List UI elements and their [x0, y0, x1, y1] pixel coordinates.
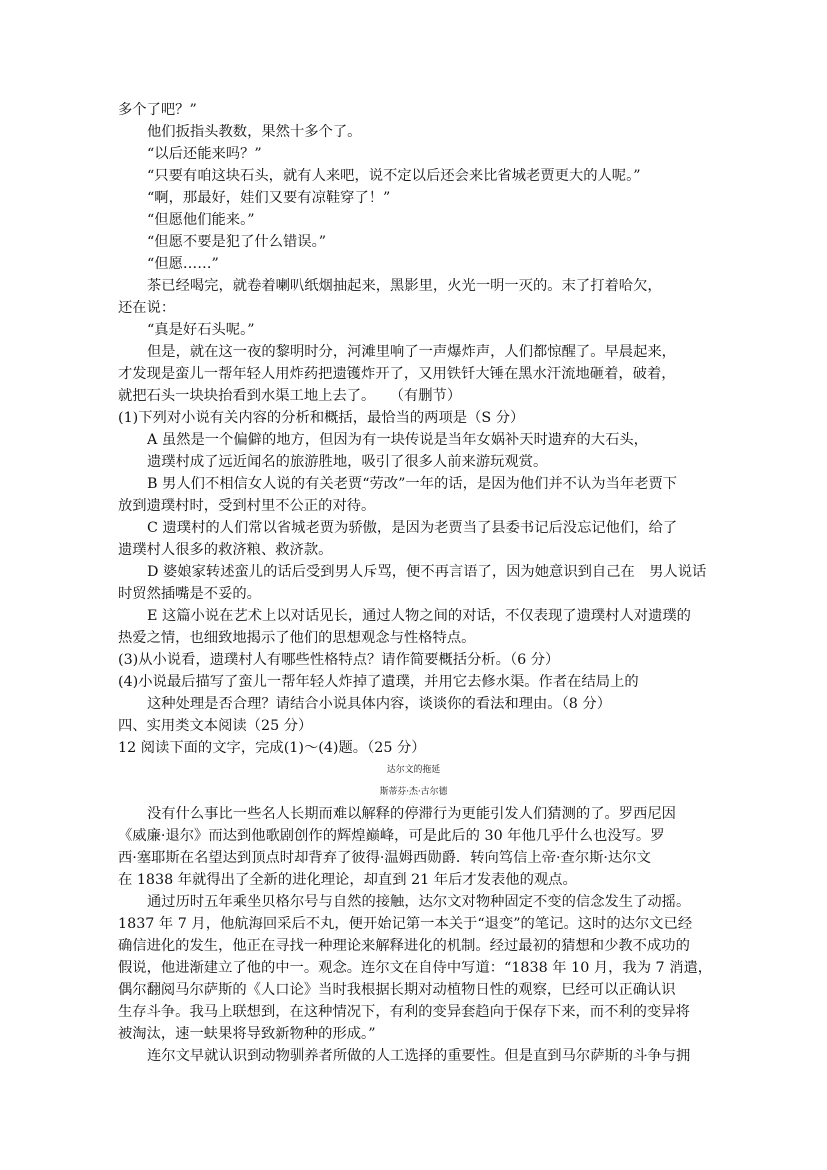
text-line: 通过历时五年乘坐贝格尔号与自然的接触，达尔文对物种固定不变的信念发生了动摇。: [147, 894, 691, 910]
text-line: “只要有咱这块石头，就有人来吧，说不定以后还会来比省城老贾更大的人呢。”: [147, 168, 641, 184]
option-line: 时贸然插嘴是不妥的。: [118, 586, 261, 602]
text-line: “但愿他们能来。”: [147, 212, 255, 228]
text-line: 没有什么事比一些名人长期而难以解释的停滞行为更能引发人们猜测的了。罗西尼因: [147, 806, 676, 822]
question-line: (1)下列对小说有关内容的分析和概括，最恰当的两项是（S 分）: [118, 410, 525, 426]
text-line: “啊，那最好，娃们又要有凉鞋穿了！”: [147, 190, 391, 206]
text-line: 西·塞耶斯在名望达到顶点时却背弃了彼得·温姆西勋爵．转向笃信上帝·查尔斯·达尔文: [118, 850, 651, 866]
article-author: 斯蒂芬·杰·古尔德: [379, 787, 448, 797]
text-line: 确信进化的发生，他正在寻找一种理论来解释进化的机制。经过最初的猜想和少教不成功的: [118, 938, 690, 954]
option-line: B 男人们不相信女人说的有关老贾“劳改”一年的话，是因为他们并不认为当年老贾下: [147, 476, 678, 492]
text-line: 但是，就在这一夜的黎明时分，河滩里响了一声爆炸声，人们都惊醒了。早晨起来，: [147, 344, 676, 360]
text-line: 生存斗争。我马上联想到，在这种情况下，有利的变异套趋向于保存下来，而不利的变异将: [118, 1004, 690, 1020]
text-line: 假说，他进渐建立了他的中一。观念。连尔文在自侍中写道：“1838 年 10 月，我为 7 消遣，: [118, 960, 713, 976]
option-line: 遗璞村人很多的救济粮、救济款。: [118, 542, 333, 558]
text-line: 被淘汰，速一蚨果将导致新物种的形成。”: [118, 1026, 376, 1042]
text-line: 《威廉·退尔》而达到他歌剧创作的辉煌巅峰，可是此后的 30 年他几乎什么也没写。罗: [118, 828, 665, 844]
text-line: “但愿……”: [147, 256, 219, 272]
section-heading: 四、实用类文本阅读（25 分）: [118, 718, 313, 734]
text-line: “但愿不要是犯了什么错误。”: [147, 234, 327, 250]
option-line: E 这篇小说在艺术上以对话见长，通过人物之间的对话，不仅表现了遗璞村人对遗璞的: [147, 608, 691, 624]
text-line: 才发现是蛮儿一帮年轻人用炸药把遗镬炸开了，又用铁钎大锤在黑水汗流地砸着，破着，: [118, 366, 676, 382]
article-title: 达尔文的拖延: [386, 765, 441, 775]
text-line: “真是好石头呢。”: [147, 322, 255, 338]
text-line: 茶已经喝完，就卷着喇叭纸烟抽起来，黑影里，火光一明一灭的。末了打着哈欠，: [147, 278, 662, 294]
text-line: 在 1838 年就得出了全新的进化理论，却直到 21 年后才发表他的观点。: [118, 872, 577, 888]
option-line: 放到遗璞村时，受到村里不公正的对待。: [118, 498, 376, 514]
option-line: 遗璞村成了远近闻名的旅游胜地，吸引了很多人前来游玩观赏。: [147, 454, 548, 470]
question-line: (4)小说最后描写了蛮儿一帮年轻人炸掉了遺璞，并用它去修水渠。作者在结局上的: [118, 674, 639, 690]
text-line: 连尔文早就认识到动物驯养者所做的人工选择的重要性。但是直到马尔萨斯的斗争与拥: [147, 1048, 691, 1064]
option-line: A 虽然是一个偏僻的地方，但因为有一块传说是当年女娲补天时遗弃的大石头，: [147, 432, 648, 448]
text-line: 偶尔翻阅马尔萨斯的《人口论》当时我根据长期对动植物日性的观察，巳经可以正确认识: [118, 982, 676, 998]
question-line: (3)从小说看，遗璞村人有哪些性格特点？请作简要概括分析。（6 分）: [118, 652, 560, 668]
option-line: D 婆娘家转述蛮儿的话后受到男人斥骂，便不再言语了，因为她意识到自己在 男人说话: [147, 564, 707, 580]
question-line: 这种处理是否合理？请结合小说具体内容，谈谈你的看法和理由。（8 分）: [147, 696, 611, 712]
text-line: 1837 年 7 月，他航海回采后不丸，便开始记第一本关于“退变”的笔记。这时的达尔文已经: [118, 916, 693, 932]
text-line: 他们扳指头教数，果然十多个了。: [147, 124, 362, 140]
text-line: 多个了吧？”: [118, 102, 197, 118]
option-line: 热爱之情，也细致地揭示了他们的思想观念与性格特点。: [118, 630, 476, 646]
text-line: 还在说：: [118, 300, 176, 316]
text-line: 就把石头一块块抬看到水渠工地上去了。 （有删节）: [118, 388, 462, 404]
option-line: C 遗璞村的人们常以省城老贾为骄傲，是因为老贾当了县委书记后没忘记他们，给了: [147, 520, 678, 536]
text-line: “以后还能来吗？”: [147, 146, 262, 162]
question-line: 12 阅读下面的文字，完成(1)～(4)题。（25 分）: [118, 740, 426, 756]
